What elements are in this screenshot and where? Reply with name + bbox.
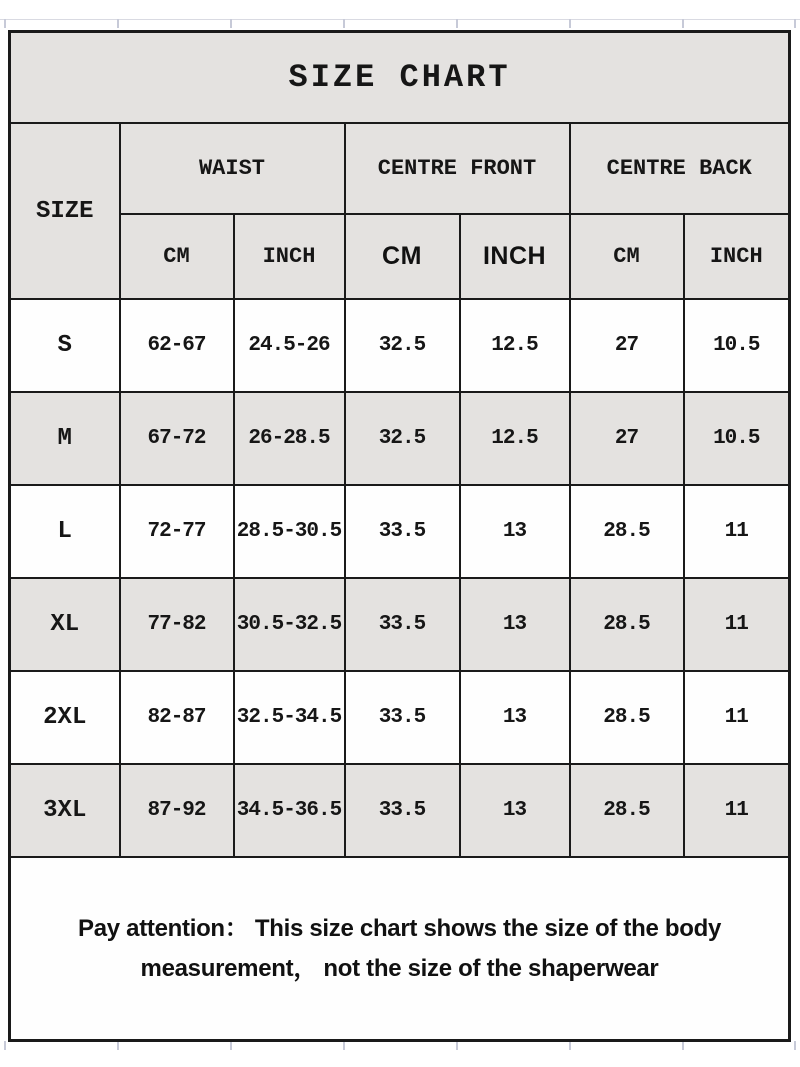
- header-waist-inch: INCH: [234, 214, 345, 299]
- grid-tick: [569, 1041, 571, 1050]
- header-centre-back-inch: INCH: [684, 214, 790, 299]
- grid-tick: [456, 1041, 458, 1050]
- attention-note-line2: measurement， not the size of the shaperwear: [140, 954, 659, 982]
- header-centre-front-cm: CM: [345, 214, 460, 299]
- table-row-3xl: [10, 764, 790, 857]
- data-cell: 62-67: [120, 299, 234, 392]
- chart-title: SIZE CHART: [10, 32, 790, 124]
- table-row-xl: [10, 578, 790, 671]
- size-cell: 2XL: [10, 671, 120, 764]
- header-waist-cm: CM: [120, 214, 234, 299]
- data-cell: 28.5-30.5: [234, 485, 345, 578]
- size-chart-table: [8, 30, 791, 1042]
- data-cell: 82-87: [120, 671, 234, 764]
- data-cell: 28.5: [570, 764, 684, 857]
- grid-tick: [569, 19, 571, 28]
- header-waist: WAIST: [120, 123, 345, 214]
- grid-tick: [4, 19, 6, 28]
- data-cell: 11: [684, 485, 790, 578]
- data-cell: 33.5: [345, 578, 460, 671]
- header-centre-back-cm: CM: [570, 214, 684, 299]
- data-cell: 67-72: [120, 392, 234, 485]
- data-cell: 26-28.5: [234, 392, 345, 485]
- data-cell: 34.5-36.5: [234, 764, 345, 857]
- data-cell: 10.5: [684, 392, 790, 485]
- data-cell: 33.5: [345, 671, 460, 764]
- data-cell: 13: [460, 578, 570, 671]
- size-cell: M: [10, 392, 120, 485]
- data-cell: 28.5: [570, 578, 684, 671]
- header-size: SIZE: [10, 123, 120, 299]
- data-cell: 11: [684, 671, 790, 764]
- grid-tick: [794, 1041, 796, 1050]
- data-cell: 10.5: [684, 299, 790, 392]
- grid-tick: [682, 1041, 684, 1050]
- size-cell: XL: [10, 578, 120, 671]
- note-row: [10, 857, 790, 1041]
- data-cell: 12.5: [460, 299, 570, 392]
- grid-tick: [230, 1041, 232, 1050]
- data-cell: 27: [570, 299, 684, 392]
- data-cell: 32.5-34.5: [234, 671, 345, 764]
- header-centre-front-inch: INCH: [460, 214, 570, 299]
- grid-tick: [230, 19, 232, 28]
- data-cell: 87-92: [120, 764, 234, 857]
- table-row-s: [10, 299, 790, 392]
- grid-tick: [456, 19, 458, 28]
- attention-note: [30, 909, 770, 989]
- size-cell: L: [10, 485, 120, 578]
- grid-tick: [343, 1041, 345, 1050]
- data-cell: 28.5: [570, 485, 684, 578]
- data-cell: 32.5: [345, 392, 460, 485]
- data-cell: 11: [684, 578, 790, 671]
- grid-tick: [117, 1041, 119, 1050]
- size-cell: 3XL: [10, 764, 120, 857]
- data-cell: 33.5: [345, 485, 460, 578]
- data-cell: 32.5: [345, 299, 460, 392]
- data-cell: 12.5: [460, 392, 570, 485]
- data-cell: 13: [460, 671, 570, 764]
- data-cell: 27: [570, 392, 684, 485]
- grid-tick: [117, 19, 119, 28]
- attention-note-line1: Pay attention： This size chart shows the size of the body: [78, 914, 722, 942]
- gridline-top: [0, 19, 800, 20]
- header-centre-front: CENTRE FRONT: [345, 123, 570, 214]
- data-cell: 30.5-32.5: [234, 578, 345, 671]
- header-centre-back: CENTRE BACK: [570, 123, 790, 214]
- data-cell: 13: [460, 764, 570, 857]
- data-cell: 11: [684, 764, 790, 857]
- data-cell: 13: [460, 485, 570, 578]
- table-row-m: [10, 392, 790, 485]
- grid-tick: [4, 1041, 6, 1050]
- data-cell: 72-77: [120, 485, 234, 578]
- grid-tick: [682, 19, 684, 28]
- table-row-2xl: [10, 671, 790, 764]
- data-cell: 28.5: [570, 671, 684, 764]
- data-cell: 33.5: [345, 764, 460, 857]
- data-cell: 77-82: [120, 578, 234, 671]
- grid-tick: [343, 19, 345, 28]
- grid-tick: [794, 19, 796, 28]
- table-row-l: [10, 485, 790, 578]
- data-cell: 24.5-26: [234, 299, 345, 392]
- size-cell: S: [10, 299, 120, 392]
